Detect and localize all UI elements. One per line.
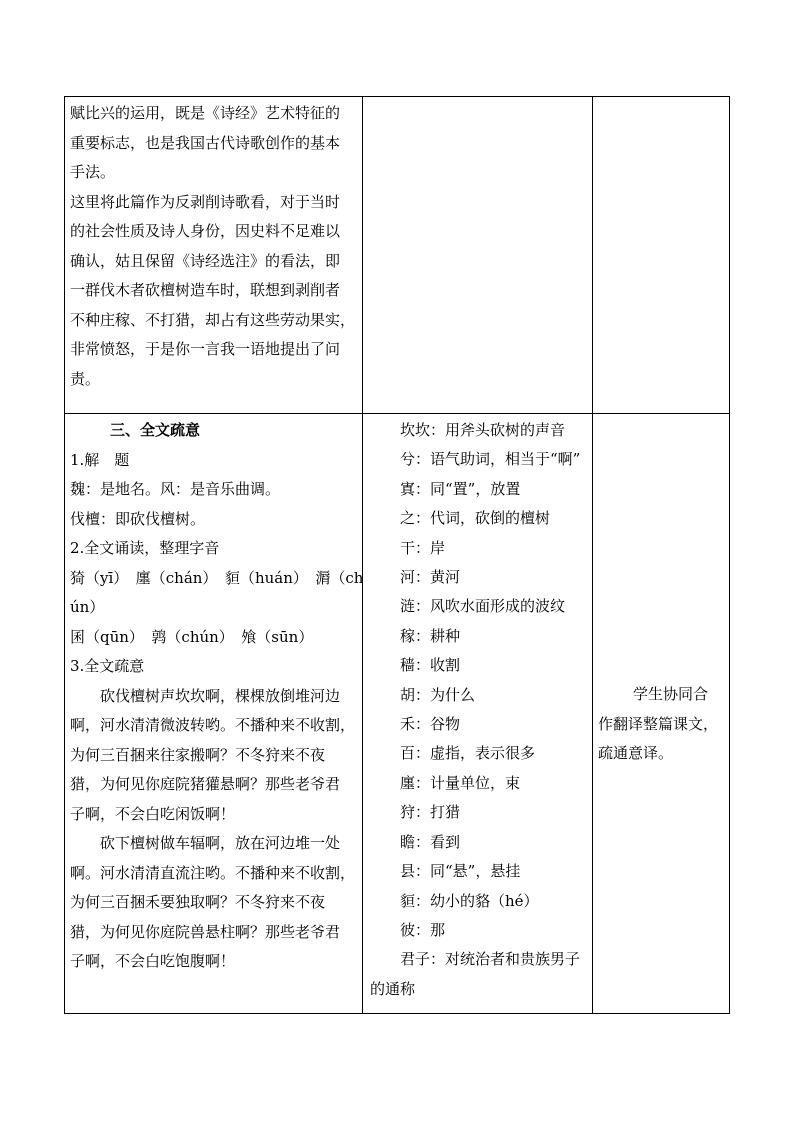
gloss-item: 稼：耕种 xyxy=(400,626,461,645)
text-line: 猗（yī） 廛（chán） 貆（huán） 漘（ch xyxy=(70,568,364,587)
paragraph-line: 啊，河水清清微波转哟。不播种来不收割， xyxy=(70,716,356,734)
gloss-item: 之：代词，砍倒的檀树 xyxy=(400,509,551,528)
paragraph-line: 啊。河水清清直流注哟。不播种来不收割， xyxy=(70,863,356,882)
paragraph-line: 子啊，不会白吃闲饭啊！ xyxy=(70,804,236,823)
gloss-continuation: 的通称 xyxy=(370,979,416,998)
gloss-item: 廛：计量单位，束 xyxy=(400,773,521,792)
content-cell xyxy=(65,414,363,1014)
gloss-item: 县：同“悬”，悬挂 xyxy=(400,862,521,881)
text-line: 这里将此篇作为反剥削诗歌看，对于当时 xyxy=(70,192,341,211)
gloss-item: 河：黄河 xyxy=(400,568,461,587)
text-line: 确认，姑且保留《诗经选注》的看法，即 xyxy=(70,251,341,270)
text-line: 的社会性质及诗人身份，因史料不足难以 xyxy=(70,222,341,240)
lesson-plan-table xyxy=(64,96,730,1014)
text-line: ún） xyxy=(70,598,105,616)
activity-cell xyxy=(593,414,730,1014)
paragraph-line: 砍下檀树做车辐啊，放在河边堆一处 xyxy=(100,834,341,852)
gloss-item: 胡：为什么 xyxy=(400,685,476,704)
gloss-item: 穑：收割 xyxy=(400,656,461,675)
gloss-item: 寘：同“置”，放置 xyxy=(400,479,521,498)
text-line: 3.全文疏意 xyxy=(70,657,145,675)
paragraph-line: 为何三百捆来往家搬啊？不冬狩来不夜 xyxy=(70,745,326,764)
text-line: 魏：是地名。风：是音乐曲调。 xyxy=(70,480,281,498)
gloss-item: 狩：打猎 xyxy=(400,803,461,822)
paragraph-line: 猎，为何见你庭院猪獾悬啊？那些老爷君 xyxy=(70,775,341,793)
gloss-item: 貆：幼小的貉（hé） xyxy=(400,891,539,910)
text-line: 2.全文诵读，整理字音 xyxy=(70,539,220,557)
paragraph-line: 砍伐檀树声坎坎啊，棵棵放倒堆河边 xyxy=(100,686,341,705)
gloss-item: 禾：谷物 xyxy=(400,715,461,734)
text-line: 1.解 题 xyxy=(70,450,130,469)
activity-text-line: 学生协同合 xyxy=(633,685,709,703)
activity-text-line: 疏通意译。 xyxy=(598,744,674,762)
paragraph-line: 猎，为何见你庭院兽悬柱啊？那些老爷君 xyxy=(70,922,341,941)
gloss-item: 彼：那 xyxy=(400,920,446,939)
gloss-item: 百：虚指，表示很多 xyxy=(400,744,536,763)
section-title: 三、全文疏意 xyxy=(110,421,201,439)
text-line: 囷（qūn） 鹑（chún） 飧（sūn） xyxy=(70,627,314,646)
text-line: 一群伐木者砍檀树造车时，联想到剥削者 xyxy=(70,281,341,299)
table-row xyxy=(65,97,730,414)
paragraph-line: 为何三百捆禾要独取啊？不冬狩来不夜 xyxy=(70,893,326,911)
text-line: 伐檀：即砍伐檀树。 xyxy=(70,509,206,528)
table-row xyxy=(65,414,730,1014)
notes-cell xyxy=(363,414,593,1014)
text-line: 手法。 xyxy=(70,163,116,181)
text-line: 重要标志，也是我国古代诗歌创作的基本 xyxy=(70,133,341,152)
content-cell xyxy=(65,97,363,414)
gloss-item: 坎坎：用斧头砍树的声音 xyxy=(400,421,566,439)
gloss-item: 兮：语气助词，相当于“啊” xyxy=(400,450,581,469)
paragraph-line: 子啊，不会白吃饱腹啊！ xyxy=(70,952,236,970)
activity-cell xyxy=(593,97,730,414)
notes-cell xyxy=(363,97,593,414)
gloss-item: 君子：对统治者和贵族男子 xyxy=(400,950,581,969)
text-line: 非常愤怒，于是你一言我一语地提出了问 xyxy=(70,340,341,358)
text-line: 不种庄稼、不打猎，却占有这些劳动果实， xyxy=(70,310,356,329)
gloss-item: 瞻：看到 xyxy=(400,832,461,851)
text-line: 责。 xyxy=(70,369,101,388)
gloss-item: 干：岸 xyxy=(400,538,446,557)
gloss-item: 涟：风吹水面形成的波纹 xyxy=(400,597,566,616)
activity-text-line: 作翻译整篇课文， xyxy=(598,714,719,733)
text-line: 赋比兴的运用，既是《诗经》艺术特征的 xyxy=(70,104,341,122)
